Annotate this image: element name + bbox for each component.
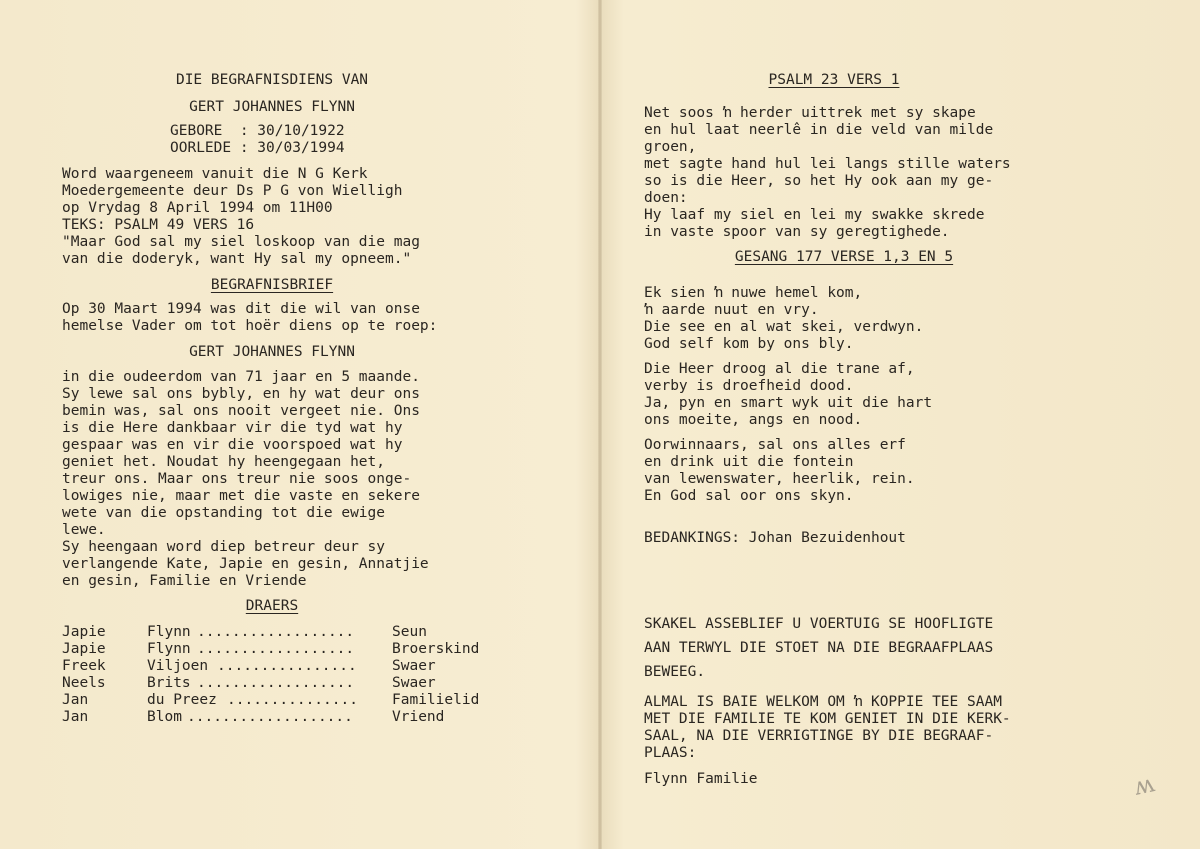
letter-line: lowiges nie, maar met die vaste en sekere bbox=[62, 488, 420, 504]
intro-line: TEKS: PSALM 49 VERS 16 bbox=[62, 217, 255, 233]
letter-name: GERT JOHANNES FLYNN bbox=[189, 344, 355, 360]
bearer-first: Japie bbox=[62, 624, 106, 640]
bearer-relation: Swaer bbox=[392, 658, 436, 674]
bearer-dots: ............... bbox=[227, 692, 358, 708]
intro-line: "Maar God sal my siel loskoop van die mag bbox=[62, 234, 420, 250]
hymn-line: en drink uit die fontein bbox=[644, 454, 854, 470]
bearer-first: Jan bbox=[62, 709, 89, 725]
letter-heading: BEGRAFNISBRIEF bbox=[210, 277, 334, 293]
psalm-line: Hy laaf my siel en lei my swakke skrede bbox=[644, 207, 985, 223]
psalm-line: doen: bbox=[644, 190, 688, 206]
bearer-row bbox=[62, 709, 445, 811]
pencil-mark: ʍ bbox=[1131, 769, 1158, 801]
hymn-line: ons moeite, angs en nood. bbox=[644, 412, 863, 428]
thanks-line: BEDANKINGS: Johan Bezuidenhout bbox=[644, 530, 906, 546]
letter-line: geniet het. Noudat hy heengegaan het, bbox=[62, 454, 386, 470]
headlights-notice: AAN TERWYL DIE STOET NA DIE BEGRAAFPLAAS bbox=[644, 640, 994, 656]
hymn-line: Oorwinnaars, sal ons alles erf bbox=[644, 437, 906, 453]
bearer-first: Neels bbox=[62, 675, 106, 691]
hymn-line: En God sal oor ons skyn. bbox=[644, 488, 854, 504]
bearer-dots: ................... bbox=[187, 709, 353, 725]
psalm-line: in vaste spoor van sy geregtighede. bbox=[644, 224, 950, 240]
family-signoff: Flynn Familie bbox=[644, 771, 758, 787]
invite-line: PLAAS: bbox=[644, 745, 697, 761]
bearer-last: Flynn bbox=[147, 624, 191, 640]
deceased-name: GERT JOHANNES FLYNN bbox=[189, 99, 355, 115]
psalm-line: en hul laat neerlê in die veld van milde bbox=[644, 122, 994, 138]
letter-line: is die Here dankbaar vir die tyd wat hy bbox=[62, 420, 403, 436]
intro-line: van die doderyk, want Hy sal my opneem." bbox=[62, 251, 412, 267]
letter-line: en gesin, Familie en Vriende bbox=[62, 573, 307, 589]
bearer-last: Flynn bbox=[147, 641, 191, 657]
bearer-dots: .................. bbox=[197, 624, 355, 640]
psalm-line: met sagte hand hul lei langs stille waters bbox=[644, 156, 1011, 172]
letter-line: Sy lewe sal ons bybly, en hy wat deur ons bbox=[62, 386, 420, 402]
letter-line: Sy heengaan word diep betreur deur sy bbox=[62, 539, 386, 555]
letter-line: verlangende Kate, Japie en gesin, Annatjie bbox=[62, 556, 429, 572]
letter-intro-line: hemelse Vader om tot hoër diens op te roep: bbox=[62, 318, 438, 334]
hymn-line: van lewenswater, heerlik, rein. bbox=[644, 471, 915, 487]
hymn-line: Ja, pyn en smart wyk uit die hart bbox=[644, 395, 933, 411]
bearer-relation: Broerskind bbox=[392, 641, 480, 657]
bearer-last: Viljoen bbox=[147, 658, 209, 674]
bearer-dots: .................. bbox=[197, 641, 355, 657]
bearer-last: du Preez bbox=[147, 692, 217, 708]
bearer-relation: Seun bbox=[392, 624, 427, 640]
bearers-heading: DRAERS bbox=[245, 598, 299, 614]
bearer-relation: Swaer bbox=[392, 675, 436, 691]
bearer-last: Blom bbox=[147, 709, 182, 725]
letter-intro-line: Op 30 Maart 1994 was dit die wil van onse bbox=[62, 301, 420, 317]
hymn-line: Die see en al wat skei, verdwyn. bbox=[644, 319, 924, 335]
intro-line: op Vrydag 8 April 1994 om 11H00 bbox=[62, 200, 333, 216]
intro-line: Word waargeneem vanuit die N G Kerk bbox=[62, 166, 368, 182]
service-title: DIE BEGRAFNISDIENS VAN bbox=[175, 72, 369, 88]
letter-line: bemin was, sal ons nooit vergeet nie. Ons bbox=[62, 403, 420, 419]
bearer-dots: ................ bbox=[217, 658, 357, 674]
bearer-relation: Vriend bbox=[392, 709, 445, 725]
hymn-line: verby is droefheid dood. bbox=[644, 378, 854, 394]
death-date: OORLEDE : 30/03/1994 bbox=[170, 140, 345, 156]
invite-line: MET DIE FAMILIE TE KOM GENIET IN DIE KERK- bbox=[644, 711, 1011, 727]
hymn-line: Ek sien ŉ nuwe hemel kom, bbox=[644, 285, 863, 301]
psalm-line: groen, bbox=[644, 139, 697, 155]
hymn-heading: GESANG 177 VERSE 1,3 EN 5 bbox=[734, 249, 954, 265]
letter-line: in die oudeerdom van 71 jaar en 5 maande. bbox=[62, 369, 420, 385]
letter-line: treur ons. Maar ons treur nie soos onge- bbox=[62, 471, 412, 487]
psalm-heading: PSALM 23 VERS 1 bbox=[768, 72, 900, 88]
letter-line: lewe. bbox=[62, 522, 106, 538]
headlights-notice: SKAKEL ASSEBLIEF U VOERTUIG SE HOOFLIGTE bbox=[644, 616, 994, 632]
invite-line: SAAL, NA DIE VERRIGTINGE BY DIE BEGRAAF- bbox=[644, 728, 994, 744]
hymn-line: ŉ aarde nuut en vry. bbox=[644, 302, 819, 318]
psalm-line: so is die Heer, so het Hy ook aan my ge- bbox=[644, 173, 994, 189]
psalm-line: Net soos ŉ herder uittrek met sy skape bbox=[644, 105, 976, 121]
page-fold bbox=[598, 0, 602, 849]
hymn-line: Die Heer droog al die trane af, bbox=[644, 361, 915, 377]
letter-line: wete van die opstanding tot die ewige bbox=[62, 505, 386, 521]
hymn-line: God self kom by ons bly. bbox=[644, 336, 854, 352]
bearer-first: Japie bbox=[62, 641, 106, 657]
bearer-last: Brits bbox=[147, 675, 191, 691]
bearer-first: Jan bbox=[62, 692, 89, 708]
intro-line: Moedergemeente deur Ds P G von Wielligh bbox=[62, 183, 403, 199]
bearer-dots: .................. bbox=[197, 675, 355, 691]
bearer-relation: Familielid bbox=[392, 692, 480, 708]
headlights-notice: BEWEEG. bbox=[644, 664, 706, 680]
birth-date: GEBORE : 30/10/1922 bbox=[170, 123, 345, 139]
invite-line: ALMAL IS BAIE WELKOM OM ŉ KOPPIE TEE SAAM bbox=[644, 694, 1002, 710]
bearer-first: Freek bbox=[62, 658, 106, 674]
letter-line: gespaar was en vir die voorspoed wat hy bbox=[62, 437, 403, 453]
